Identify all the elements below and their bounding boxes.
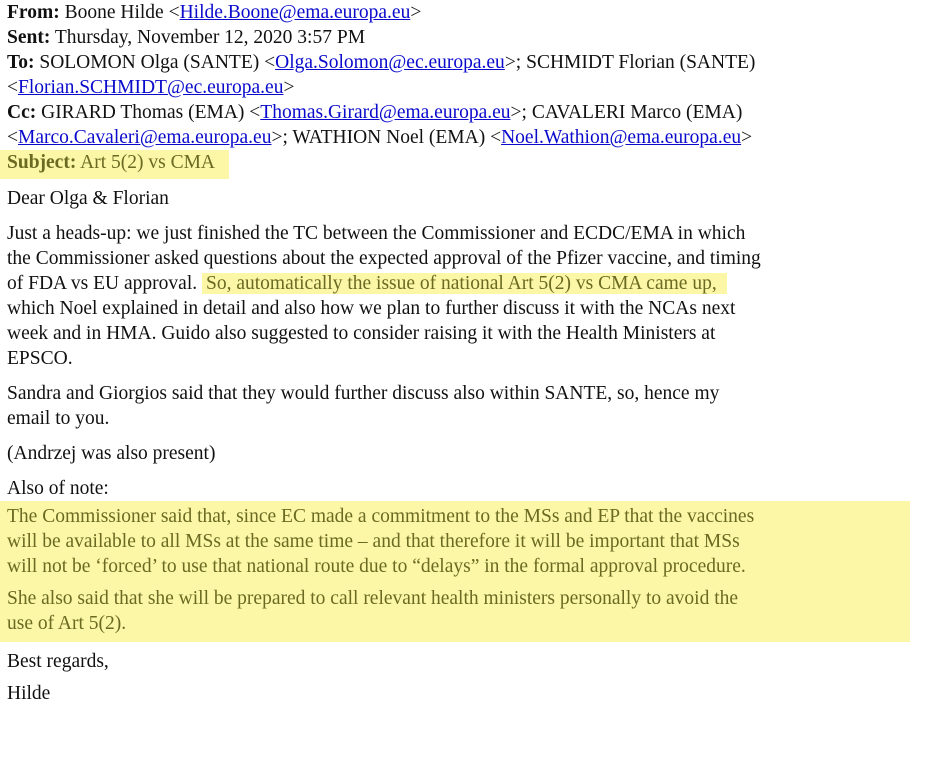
cc-line-continued: <Marco.Cavaleri@ema.europa.eu>; WATHION Noel (EMA) <Noel.Wathion@ema.europa.eu>	[7, 127, 753, 148]
sent-line	[7, 25, 925, 50]
cc-recipient-email-link[interactable]: Marco.Cavaleri@ema.europa.eu	[18, 127, 272, 148]
cc-recipient-name: CAVALERI Marco (EMA)	[531, 102, 743, 123]
paragraph-line: the Commissioner asked questions about the expected approval of the Pfizer vaccine, and timing	[7, 248, 761, 269]
from-email-link[interactable]: Hilde.Boone@ema.europa.eu	[179, 2, 411, 23]
to-recipient-name: SCHMIDT Florian (SANTE)	[526, 52, 756, 73]
subject-highlight	[0, 150, 229, 179]
from-label: From:	[7, 2, 60, 23]
from-name: Boone Hilde	[64, 2, 164, 23]
also-of-note: Also of note:	[7, 478, 109, 499]
paragraph-line: will not be ‘forced’ to use that national route due to “delays” in the formal approval procedure.	[7, 556, 746, 577]
paragraph-line: use of Art 5(2).	[7, 613, 127, 634]
cc-recipient-name: WATHION Noel (EMA)	[292, 127, 486, 148]
paragraph-1	[7, 221, 925, 371]
cc-recipient-email-link[interactable]: Thomas.Girard@ema.europa.eu	[260, 102, 511, 123]
email-message	[7, 0, 925, 706]
to-line: To: SOLOMON Olga (SANTE) <Olga.Solomon@ec.europa.eu>; SCHMIDT Florian (SANTE)	[7, 52, 756, 73]
paragraph-line	[7, 271, 925, 296]
to-recipient-email-link[interactable]: Olga.Solomon@ec.europa.eu	[275, 52, 505, 73]
paragraph-3: (Andrzej was also present)	[7, 443, 216, 464]
highlighted-sentence: So, automatically the issue of national Art 5(2) vs CMA came up,	[202, 273, 727, 294]
highlighted-block	[0, 501, 910, 642]
subject-line	[7, 150, 925, 179]
to-label: To:	[7, 52, 35, 73]
cc-recipient-name: GIRARD Thomas (EMA)	[41, 102, 245, 123]
from-line: From: Boone Hilde <Hilde.Boone@ema.europa.eu>	[7, 2, 422, 23]
highlighted-paragraph-1	[7, 504, 910, 579]
paragraph-line: will be available to all MSs at the same time – and that therefore it will be important that MSs	[7, 531, 740, 552]
sent-value: Thursday, November 12, 2020 3:57 PM	[54, 27, 366, 48]
paragraph-line: week and in HMA. Guido also suggested to consider raising it with the Health Ministers at	[7, 323, 716, 344]
to-recipient-email-link[interactable]: Florian.SCHMIDT@ec.europa.eu	[18, 77, 284, 98]
cc-line: Cc: GIRARD Thomas (EMA) <Thomas.Girard@ema.europa.eu>; CAVALERI Marco (EMA)	[7, 102, 743, 123]
cc-label: Cc:	[7, 102, 37, 123]
paragraph-text: of FDA vs EU approval.	[7, 273, 198, 294]
paragraph-line: which Noel explained in detail and also how we plan to further discuss it with the NCAs next	[7, 298, 736, 319]
greeting: Dear Olga & Florian	[7, 188, 169, 209]
paragraph-line: EPSCO.	[7, 348, 73, 369]
paragraph-line: email to you.	[7, 408, 110, 429]
to-line-continued: <Florian.SCHMIDT@ec.europa.eu>	[7, 77, 295, 98]
signature: Hilde	[7, 683, 51, 704]
paragraph-line: Just a heads-up: we just finished the TC between the Commissioner and ECDC/EMA in which	[7, 223, 746, 244]
sent-label: Sent:	[7, 27, 51, 48]
highlighted-paragraph-2	[7, 586, 910, 636]
cc-recipient-email-link[interactable]: Noel.Wathion@ema.europa.eu	[501, 127, 742, 148]
closing: Best regards,	[7, 651, 109, 672]
paragraph-line: The Commissioner said that, since EC made a commitment to the MSs and EP that the vaccines	[7, 506, 755, 527]
paragraph-2	[7, 381, 925, 431]
to-recipient-name: SOLOMON Olga (SANTE)	[39, 52, 260, 73]
paragraph-line: She also said that she will be prepared to call relevant health ministers personally to avoid the	[7, 588, 739, 609]
paragraph-line: Sandra and Giorgios said that they would further discuss also within SANTE, so, hence my	[7, 383, 720, 404]
subject-value: Art 5(2) vs CMA	[80, 152, 216, 173]
subject-label: Subject:	[7, 152, 77, 173]
